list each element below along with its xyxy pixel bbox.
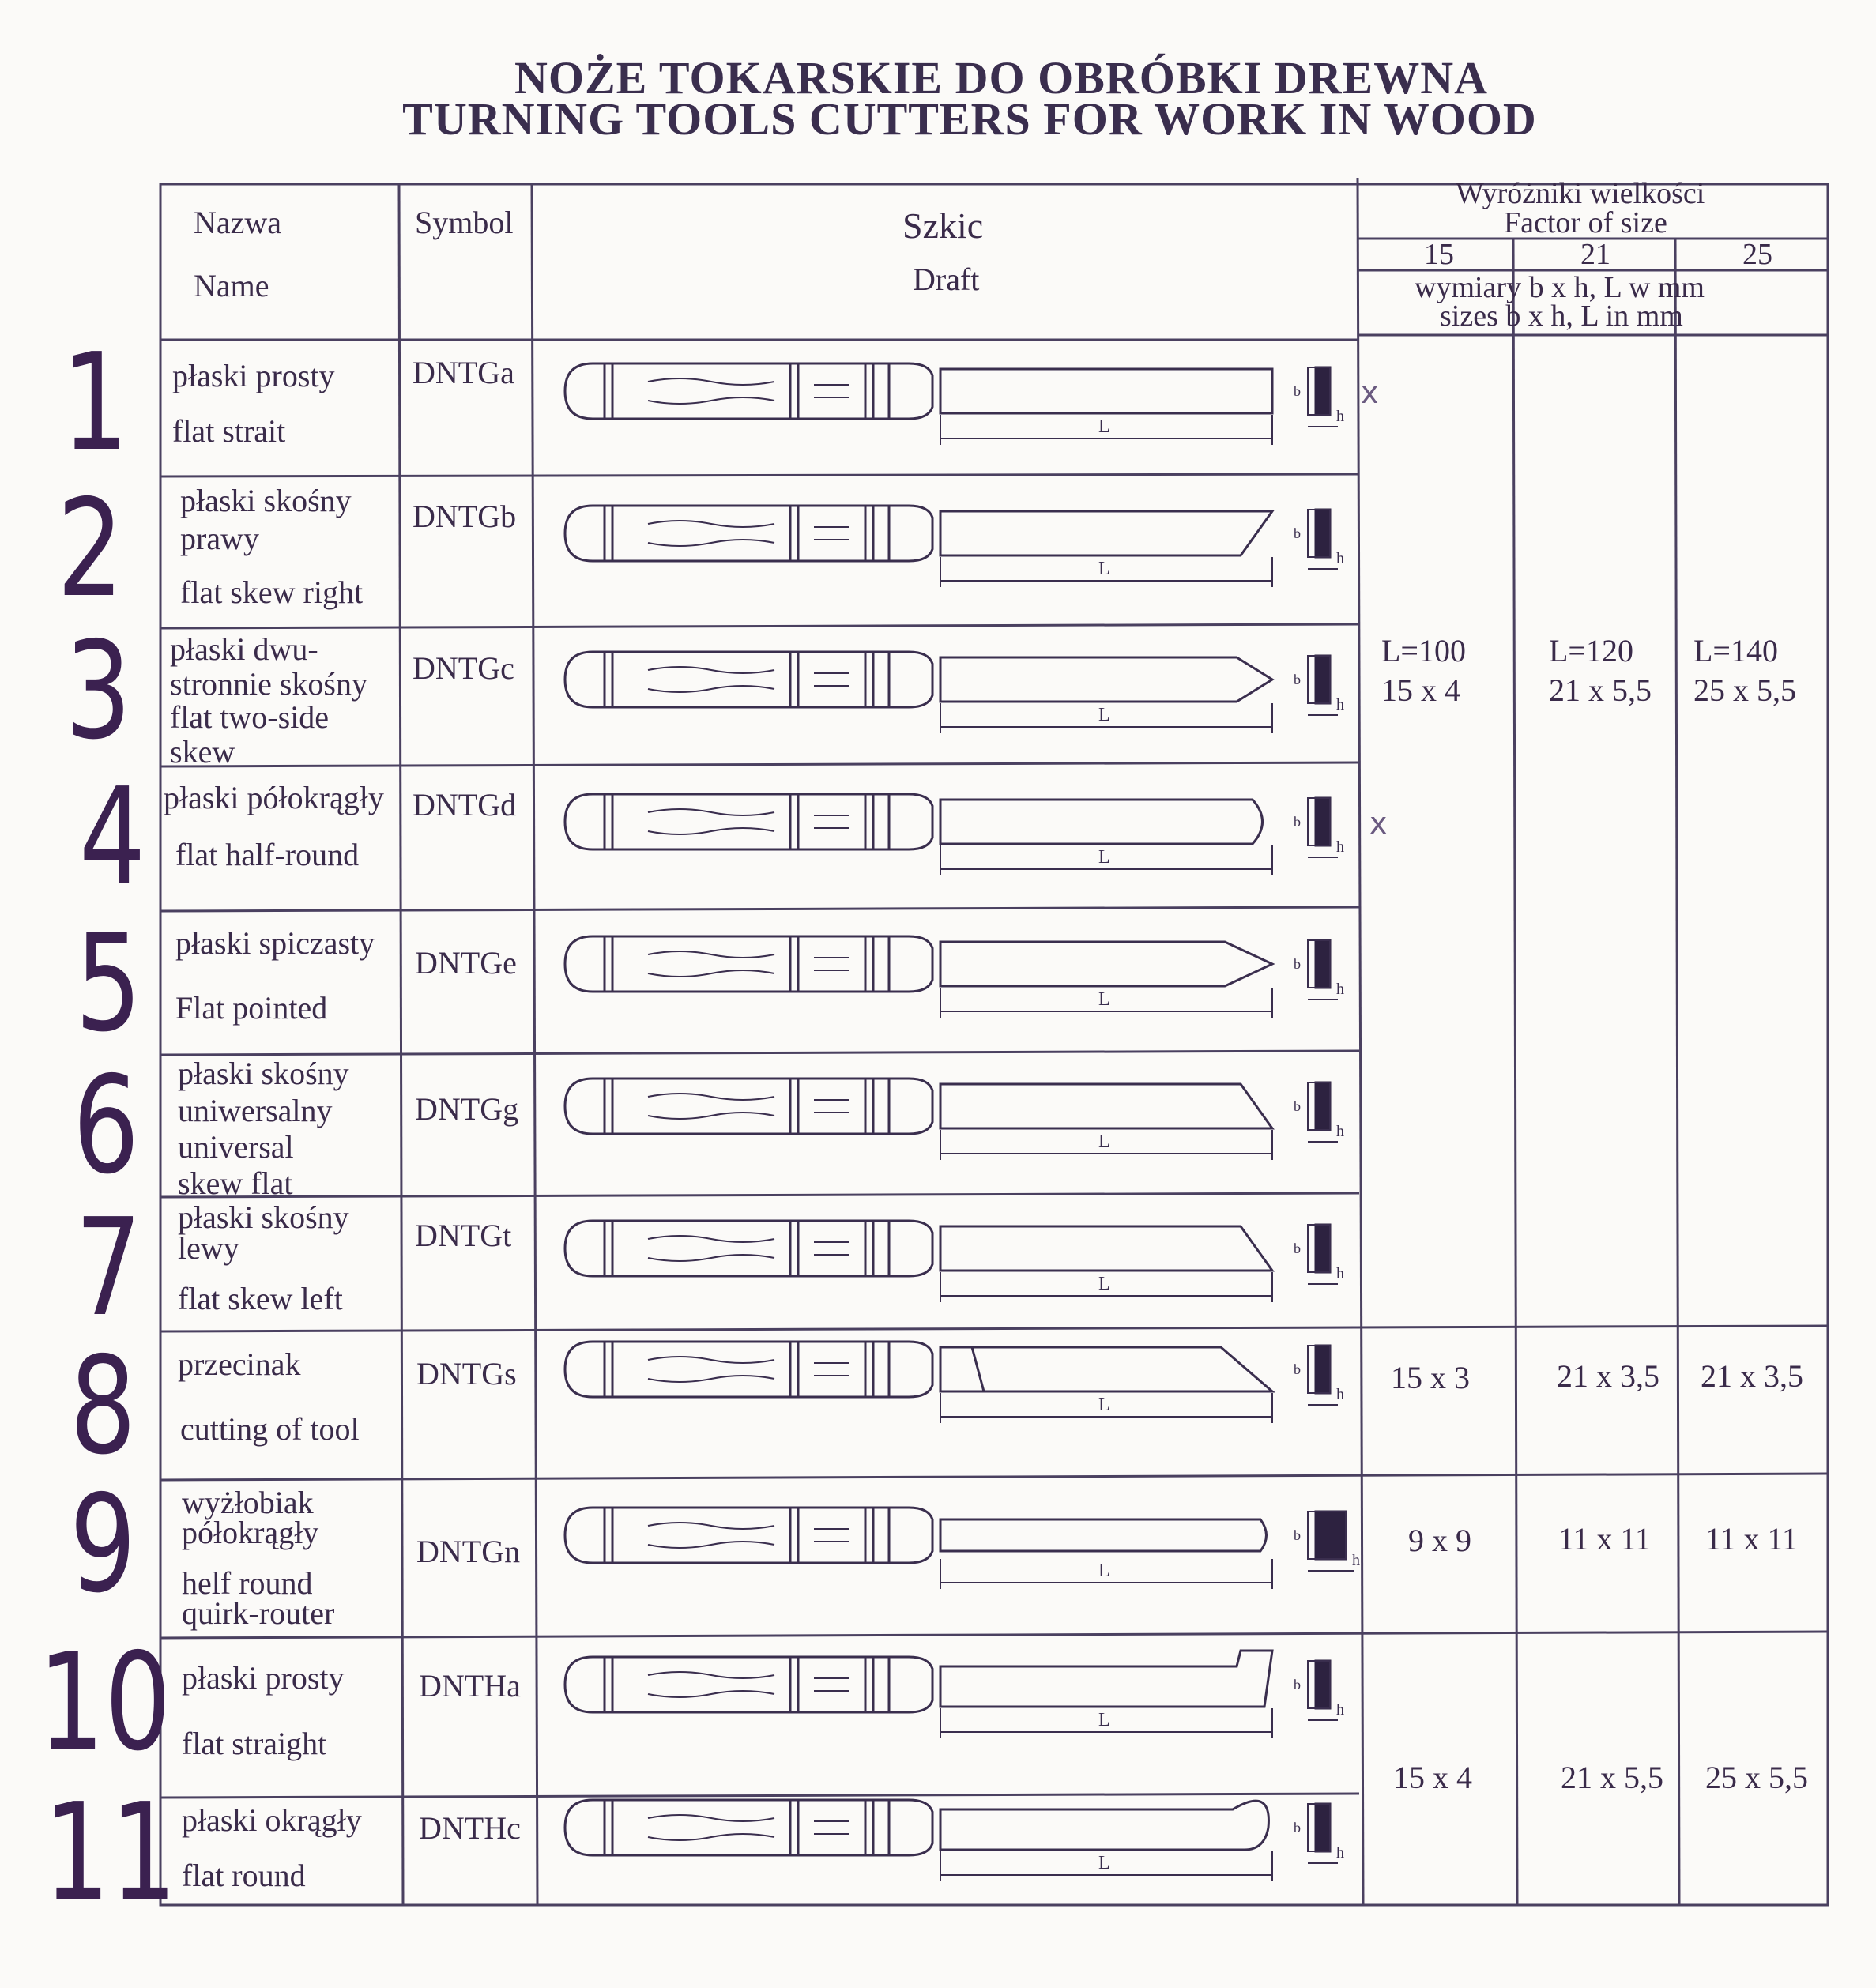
length-label: L [1098, 1131, 1110, 1152]
row-3-name-en2: skew [170, 734, 235, 770]
row-6-name-en: universal [178, 1129, 294, 1165]
row-9-name-pl2: półokrągły [182, 1515, 319, 1550]
height-label: h [1352, 1552, 1360, 1569]
header-symbol: Symbol [415, 205, 514, 240]
row-number-4: 4 [79, 759, 146, 916]
length-label: L [1098, 559, 1110, 579]
height-label: h [1336, 408, 1344, 425]
row-number-8: 8 [70, 1328, 137, 1485]
size-group1-21-dims: 21 x 5,5 [1549, 672, 1652, 708]
row-9-name-en: helf round [182, 1565, 313, 1601]
size-row9-15: 9 x 9 [1408, 1523, 1471, 1558]
row-7-name-pl2: lewy [178, 1230, 239, 1266]
tool-sketch-1 [565, 363, 1344, 445]
row-10-name-en: flat straight [182, 1726, 327, 1761]
row-8-symbol: DNTGs [416, 1356, 517, 1391]
row-8-name-en: cutting of tool [180, 1411, 360, 1447]
row-4-name-en: flat half-round [175, 837, 360, 872]
size-row9-25: 11 x 11 [1705, 1521, 1799, 1557]
row-3-name-pl2: stronnie skośny [170, 666, 367, 702]
size-group1-21-length: L=120 [1549, 633, 1633, 668]
length-label: L [1098, 416, 1110, 437]
width-label: b [1294, 1677, 1301, 1692]
height-label: h [1336, 550, 1344, 567]
width-label: b [1294, 1361, 1301, 1377]
height-label: h [1336, 981, 1344, 998]
header-size-21: 21 [1580, 238, 1610, 271]
height-label: h [1336, 1844, 1344, 1862]
header-size-25: 25 [1742, 238, 1772, 271]
size-group1-15-length: L=100 [1381, 633, 1466, 668]
row-5-name-pl: płaski spiczasty [175, 925, 375, 961]
row-11-name-pl: płaski okrągły [182, 1802, 362, 1838]
size-group4-25: 25 x 5,5 [1705, 1760, 1808, 1795]
row-2-name-pl2: prawy [180, 521, 259, 556]
header-name-en: Name [194, 268, 269, 303]
row-7-name-en: flat skew left [178, 1281, 343, 1316]
row-number-6: 6 [73, 1048, 140, 1204]
tool-sketch-8 [565, 1342, 1344, 1423]
length-label: L [1098, 847, 1110, 868]
row-2-name-pl: płaski skośny [180, 483, 352, 518]
row-6-name-pl2: uniwersalny [178, 1093, 333, 1128]
height-label: h [1336, 1123, 1344, 1140]
height-label: h [1336, 1701, 1344, 1719]
row-9-symbol: DNTGn [416, 1534, 521, 1569]
tool-sketch-3 [565, 652, 1344, 733]
width-label: b [1294, 525, 1301, 541]
header-size-en: Factor of size [1504, 206, 1667, 239]
row-3-name-pl: płaski dwu- [170, 631, 318, 667]
row-7-symbol: DNTGt [415, 1218, 512, 1253]
size-group4-21: 21 x 5,5 [1561, 1760, 1663, 1795]
title-english: TURNING TOOLS CUTTERS FOR WORK IN WOOD [402, 93, 1537, 145]
tool-sketch-9 [565, 1508, 1360, 1589]
length-label: L [1098, 1274, 1110, 1294]
length-label: L [1098, 1561, 1110, 1581]
row-4-name-pl: płaski półokrągły [164, 780, 384, 815]
row-number-5: 5 [75, 906, 142, 1062]
row-9-name-pl: wyżłobiak [182, 1485, 314, 1520]
row-7-name-pl: płaski skośny [178, 1199, 349, 1235]
header-draft-en: Draft [913, 262, 980, 297]
row-1-name-pl: płaski prosty [172, 358, 335, 393]
row-number-7: 7 [75, 1190, 142, 1346]
width-label: b [1294, 956, 1301, 972]
header-size-15: 15 [1424, 238, 1454, 271]
row-4-symbol: DNTGd [412, 787, 517, 823]
length-label: L [1098, 1853, 1110, 1873]
pencil-mark-1: x [1361, 375, 1379, 410]
header-name-pl: Nazwa [194, 205, 282, 240]
length-label: L [1098, 1710, 1110, 1730]
row-1-symbol: DNTGa [412, 355, 514, 390]
length-label: L [1098, 989, 1110, 1010]
size-group1-25-dims: 25 x 5,5 [1693, 672, 1796, 708]
size-row8-21: 21 x 3,5 [1557, 1358, 1659, 1394]
tool-sketch-2 [565, 506, 1344, 587]
header-dims-en: sizes b x h, L in mm [1440, 299, 1683, 333]
row-number-9: 9 [70, 1467, 137, 1623]
row-1-name-en: flat strait [172, 413, 286, 449]
width-label: b [1294, 814, 1301, 830]
header-size-pl: Wyróżniki wielkości [1456, 177, 1705, 210]
row-10-name-pl: płaski prosty [182, 1660, 345, 1696]
tool-sketch-6 [565, 1079, 1344, 1160]
row-number-2: 2 [57, 471, 124, 627]
row-9-name-en2: quirk-router [182, 1595, 335, 1631]
size-row8-25: 21 x 3,5 [1701, 1358, 1803, 1394]
height-label: h [1336, 838, 1344, 856]
size-row8-15: 15 x 3 [1391, 1360, 1470, 1395]
height-label: h [1336, 1386, 1344, 1403]
row-10-symbol: DNTHa [419, 1668, 521, 1704]
row-3-name-en: flat two-side [170, 699, 330, 735]
height-label: h [1336, 696, 1344, 713]
size-group1-25-length: L=140 [1693, 633, 1778, 668]
pencil-mark-2: x [1369, 806, 1388, 841]
size-group1-15-dims: 15 x 4 [1381, 672, 1460, 708]
tool-sketch-7 [565, 1221, 1344, 1302]
row-11-symbol: DNTHc [419, 1810, 521, 1846]
row-2-symbol: DNTGb [412, 499, 517, 534]
size-row9-21: 11 x 11 [1558, 1521, 1652, 1557]
row-5-name-en: Flat pointed [175, 990, 328, 1026]
row-number-10: 10 [38, 1625, 171, 1781]
title-polish: NOŻE TOKARSKIE DO OBRÓBKI DREWNA [514, 52, 1488, 104]
tool-sketch-11 [565, 1800, 1344, 1881]
height-label: h [1336, 1265, 1344, 1282]
row-number-1: 1 [62, 325, 129, 481]
width-label: b [1294, 1527, 1301, 1543]
row-2-name-en: flat skew right [180, 574, 364, 610]
header-draft-pl: Szkic [902, 205, 984, 246]
width-label: b [1294, 1241, 1301, 1256]
row-6-name-pl: płaski skośny [178, 1056, 349, 1091]
length-label: L [1098, 1395, 1110, 1415]
row-number-11: 11 [43, 1775, 177, 1931]
row-8-name-pl: przecinak [178, 1346, 301, 1382]
row-number-3: 3 [65, 613, 132, 770]
width-label: b [1294, 1098, 1301, 1114]
tool-sketch-10 [565, 1651, 1344, 1738]
tool-sketch-5 [565, 936, 1344, 1018]
length-label: L [1098, 705, 1110, 725]
size-group4-15: 15 x 4 [1393, 1760, 1472, 1795]
row-6-name-en2: skew flat [178, 1165, 293, 1201]
row-5-symbol: DNTGe [415, 945, 517, 981]
width-label: b [1294, 672, 1301, 687]
tool-sketch-4 [565, 794, 1344, 875]
row-6-symbol: DNTGg [415, 1091, 519, 1127]
row-11-name-en: flat round [182, 1858, 306, 1893]
header-dims-pl: wymiary b x h, L w mm [1415, 271, 1705, 304]
width-label: b [1294, 1820, 1301, 1836]
row-3-symbol: DNTGc [412, 650, 514, 686]
width-label: b [1294, 383, 1301, 399]
